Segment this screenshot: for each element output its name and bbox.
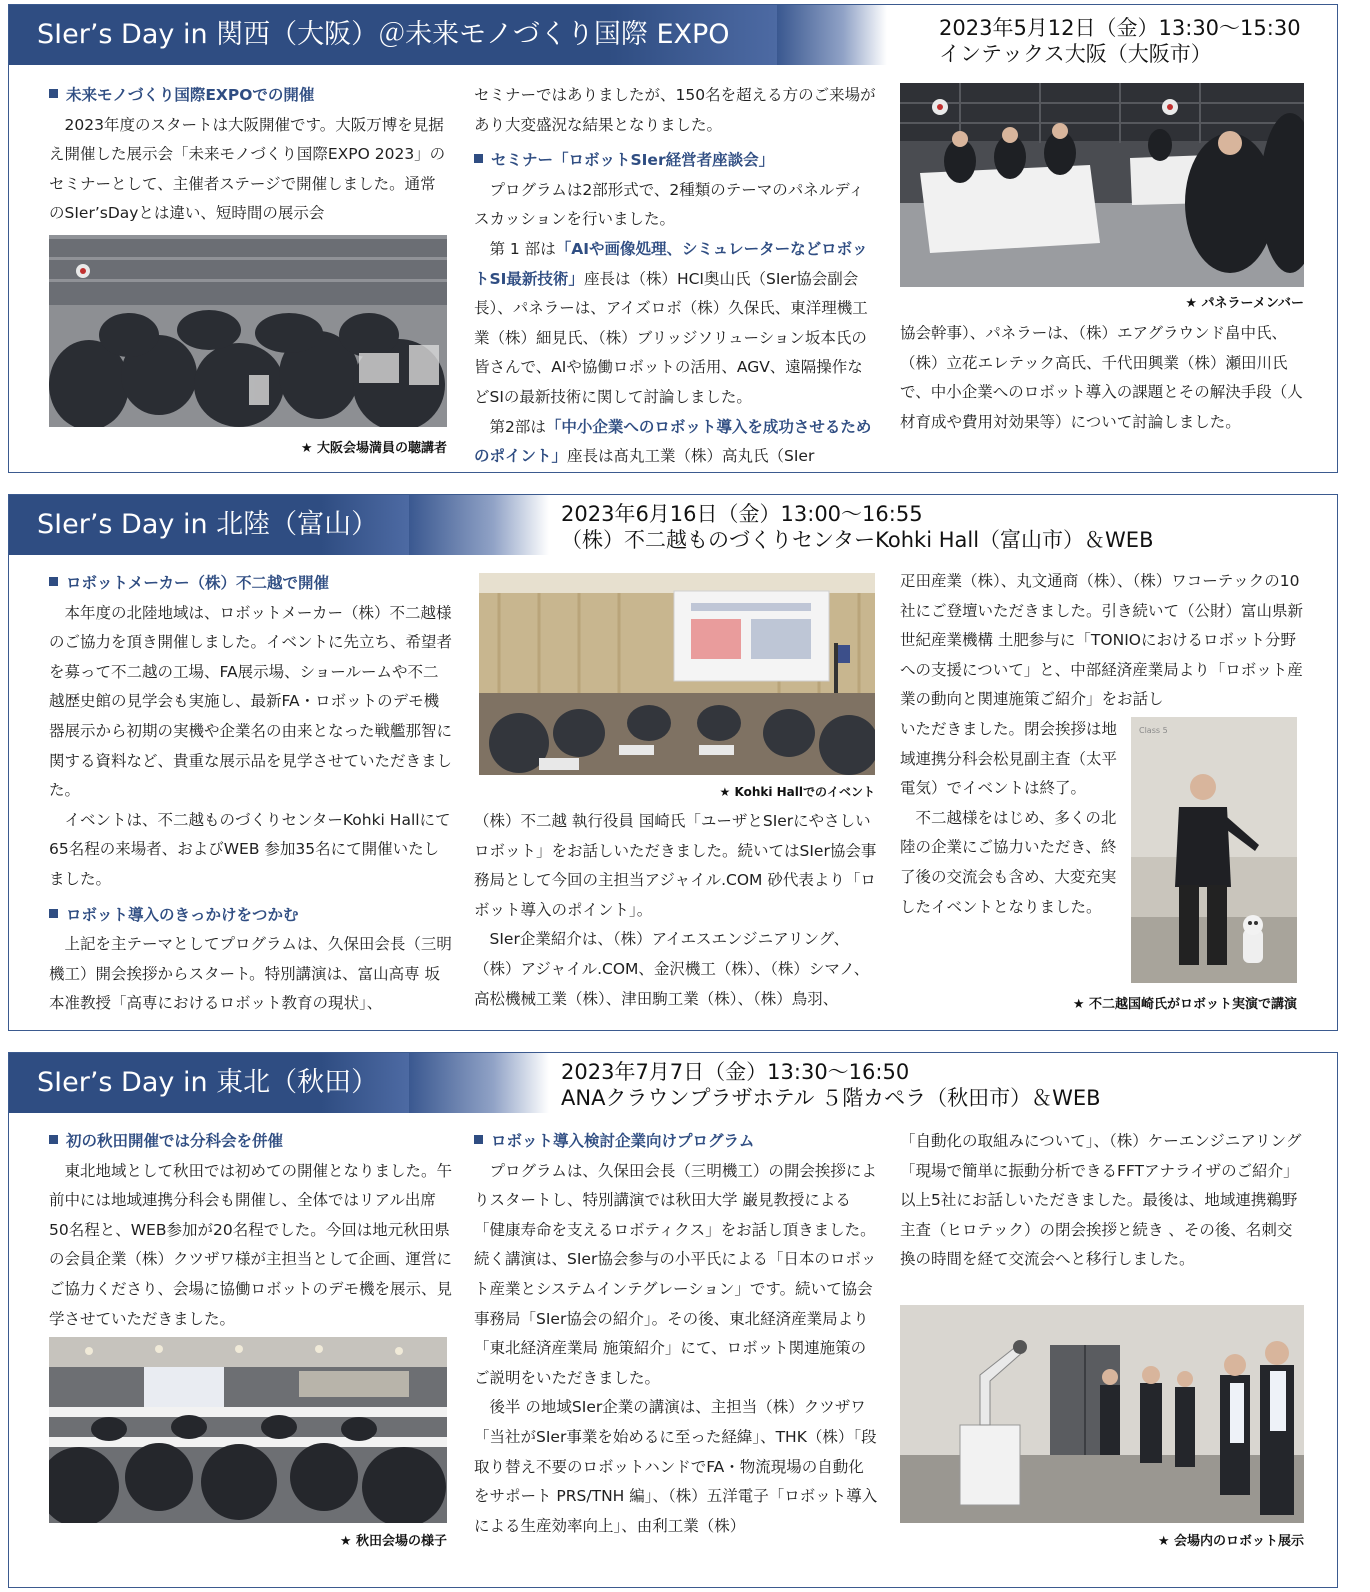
- column-2: [474, 81, 878, 472]
- paragraph: プログラムは、久保田会長（三明機工）の開会挨拶によりスタートし、特別講演では秋田大学 巌見教授による「健康寿命を支えるロボティクス」をお話し頂きました。続く講演は、SIer協会参与の小平氏による「日本のロボット産業とシステムインテグレーション」です。続いて協会事務局「SIer協会の紹介」。その後、東北経済産業局より「東北経済産業局 施策紹介」にて、ロボット関連施策のご説明をいただきました。: [474, 1161, 877, 1387]
- square-bullet-icon: [49, 909, 58, 918]
- section-hokuriku: [8, 494, 1338, 1031]
- paragraph: 協会幹事）、パネラーは、（株）エアグラウンド畠中氏、（株）立花エレテック高氏、千代田興業（株）瀬田川氏で、中小企業へのロボット導入の課題とその解決手段（人材育成や費用対効果等）について討論しました。: [900, 324, 1303, 431]
- photo-caption: ★ 会場内のロボット展示: [1157, 1534, 1304, 1549]
- photo-kohki-hall: [479, 573, 875, 775]
- photo-caption: ★ パネラーメンバー: [1185, 296, 1304, 311]
- section-banner: SIer’s Day in 北陸（富山）: [9, 495, 409, 555]
- event-venue: インテックス大阪（大阪市）: [939, 42, 1212, 66]
- paragraph: プログラムは2部形式で、2種類のテーマのパネルディスカッションを行いました。: [474, 180, 865, 229]
- photo-panelists: [900, 83, 1304, 287]
- paragraph: 「自動化の取組みについて」、（株）ケーエンジニアリング「現場で簡単に振動分析できるFFTアナライザのご紹介」以上5社にお話しいただきました。最後は、地域連携鵜野主査（ヒロテック）の閉会挨拶と続き 、その後、名刺交換の時間を経て交流会へと移行しました。: [900, 1132, 1302, 1269]
- svg-text:Class 5: Class 5: [1139, 726, 1168, 735]
- paragraph: SIer企業紹介は、（株）アイエスエンジニアリング、（株）アジャイル.COM、金沢機工（株）、（株）シマノ、高松機械工業（株）、津田駒工業（株）、（株）鳥羽、: [474, 930, 870, 1008]
- subheading: ロボット導入検討企業向けプログラム: [474, 1127, 878, 1157]
- banner-accent: [409, 1053, 549, 1113]
- subheading: セミナー「ロボットSIer経営者座談会」: [474, 146, 878, 176]
- square-bullet-icon: [49, 89, 58, 98]
- banner-accent: [409, 495, 549, 555]
- paragraph: （株）不二越 執行役員 国崎氏「ユーザとSIerにやさしいロボット」をお話しいただきました。続いてはSIer協会事務局として今回の主担当アジャイル.COM 砂代表より「ロボット導入のポイント」。: [474, 812, 877, 919]
- subheading: ロボット導入のきっかけをつかむ: [49, 901, 453, 931]
- column-3-wrap: [900, 715, 1120, 922]
- paragraph: 2023年度のスタートは大阪開催です。大阪万博を見据え開催した展示会「未来モノづくり国際EXPO 2023」のセミナーとして、主催者ステージで開催しました。通常のSIer’sDayとは違い、短時間の展示会: [49, 115, 446, 223]
- paragraph: セミナーではありましたが、150名を超える方のご来場があり大変盛況な結果となりました。: [474, 86, 876, 134]
- event-venue: （株）不二越ものづくりセンターKohki Hall（富山市）＆WEB: [561, 528, 1154, 552]
- column-3: [900, 319, 1306, 437]
- banner-accent: [777, 5, 887, 65]
- section-banner: SIer’s Day in 関西（大阪）＠未来モノづくり国際 EXPO: [9, 5, 777, 65]
- paragraph: 上記を主テーマとしてプログラムは、久保田会長（三明機工）開会挨拶からスタート。特別講演は、富山高専 坂本准教授「高専におけるロボット教育の現状」、: [49, 935, 452, 1013]
- column-3: [900, 1127, 1306, 1275]
- column-2: [474, 1127, 878, 1541]
- photo-caption: ★ 大阪会場満員の聴講者: [300, 441, 447, 456]
- square-bullet-icon: [49, 1135, 58, 1144]
- section-banner: SIer’s Day in 東北（秋田）: [9, 1053, 409, 1113]
- subheading: ロボットメーカー（株）不二越で開催: [49, 569, 453, 599]
- event-date: 2023年5月12日（金）13:30～15:30: [939, 16, 1301, 40]
- photo-caption: ★ Kohki Hallでのイベント: [719, 785, 875, 799]
- event-venue: ANAクラウンプラザホテル ５階カペラ（秋田市）＆WEB: [561, 1086, 1101, 1110]
- subheading: 初の秋田開催では分科会を併催: [49, 1127, 453, 1157]
- square-bullet-icon: [474, 1135, 483, 1144]
- column-2: [474, 807, 878, 1014]
- event-date: 2023年6月16日（金）13:00～16:55: [561, 502, 923, 526]
- square-bullet-icon: [474, 154, 483, 163]
- paragraph: イベントは、不二越ものづくりセンターKohki Hallにて65名程の来場者、およびWEB 参加35名にて開催いたしました。: [49, 810, 451, 888]
- paragraph: 不二越様をはじめ、多くの北陸の企業にご協力いただき、終了後の交流会も含め、大変充実したイベントとなりました。: [900, 808, 1117, 916]
- column-1: [49, 81, 451, 229]
- photo-robot-exhibit: [900, 1305, 1304, 1523]
- paragraph: 後半 の地域SIer企業の講演は、主担当（株）クツザワ「当社がSIer事業を始めるに至った経緯」、THK（株）「段取り替え不要のロボットハンドでFA・物流現場の自動化をサポート PRS/TNH 編」、（株）五洋電子「ロボット導入による生産効率向上」、由利工業（株）: [474, 1398, 878, 1535]
- photo-caption: ★ 秋田会場の様子: [339, 1534, 447, 1549]
- column-3-top: [900, 567, 1306, 715]
- paragraph: 疋田産業（株）、丸文通商（株）、（株）ワコーテックの10社にご登壇いただきました。引き続いて（公財）富山県新世紀産業機構 土肥参与に「TONIOにおけるロボット分野への支援について」と、中部経済産業局より「ロボット産業の動向と関連施策ご紹介」をお話し: [900, 572, 1304, 709]
- section-kansai: [8, 4, 1338, 473]
- section-tohoku: [8, 1052, 1338, 1588]
- paragraph: 第2部は「中小企業へのロボット導入を成功させるためのポイント」座長は髙丸工業（株）高丸氏（SIer: [474, 417, 872, 466]
- paragraph: いただきました。閉会挨拶は地域連携分科会松見副主査（太平電気）でイベントは終了。: [900, 720, 1118, 798]
- paragraph: 本年度の北陸地域は、ロボットメーカー（株）不二越様のご協力を頂き開催しました。イベントに先立ち、希望者を募って不二越の工場、FA展示場、ショールームや不二越歴史館の見学会も実施し、最新FA・ロボットのデモ機器展示から初期の実機や企業名の由来となった戦艦那智に関する資料など、貴重な展示品を見学させていただきました。: [49, 603, 453, 800]
- column-1: [49, 1127, 453, 1334]
- event-date: 2023年7月7日（金）13:30～16:50: [561, 1060, 910, 1084]
- photo-akita-venue: [49, 1337, 447, 1523]
- photo-robot-demo: [1131, 717, 1297, 983]
- subheading: 未来モノづくり国際EXPOでの開催: [49, 81, 451, 111]
- column-1: [49, 569, 453, 1019]
- photo-caption: ★ 不二越国崎氏がロボット実演で講演: [1072, 997, 1297, 1012]
- square-bullet-icon: [49, 577, 58, 586]
- photo-audience: [49, 235, 447, 427]
- paragraph: 東北地域として秋田では初めての開催となりました。午前中には地域連携分科会も開催し、全体ではリアル出席50名程と、WEB参加が20名程でした。今回は地元秋田県の会員企業（株）クツザワ様が主担当として企画、運営にご協力くださり、会場に協働ロボットのデモ機を展示、見学させていただきました。: [49, 1161, 453, 1328]
- paragraph: 第 1 部は「AIや画像処理、シミュレーターなどロボットSI最新技術」座長は（株）HCI奥山氏（SIer協会副会長）、パネラーは、アイズロボ（株）久保氏、東洋理機工業（株）細見氏、（株）ブリッジソリューション坂本氏の皆さんで、AIや協働ロボットの活用、AGV、遠隔操作などSIの最新技術に関して討論しました。: [474, 239, 868, 406]
